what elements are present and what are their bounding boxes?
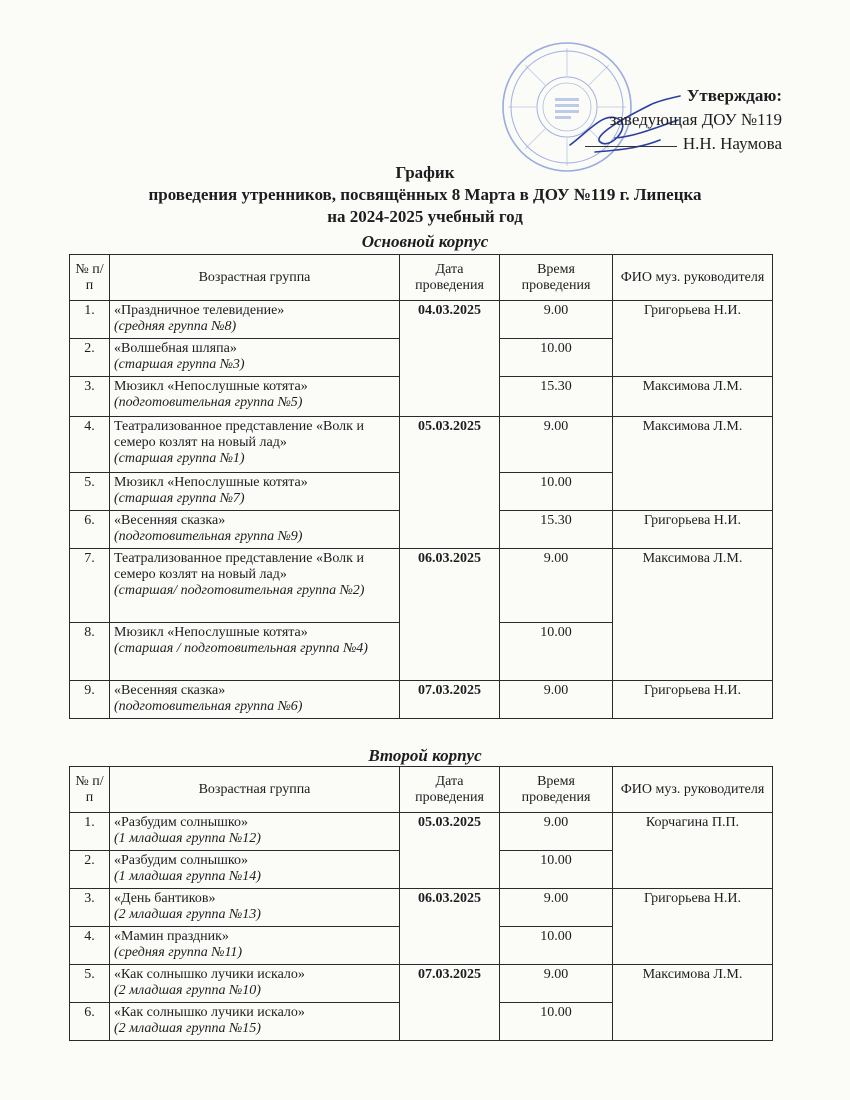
table-row — [70, 549, 773, 623]
approval-name-line — [585, 132, 782, 156]
director-cell: Григорьева Н.И. — [613, 301, 773, 377]
group-name: (2 младшая группа №10) — [114, 983, 261, 998]
group-cell — [110, 377, 400, 417]
row-number: 8. — [70, 623, 110, 681]
date-cell: 05.03.2025 — [400, 813, 500, 889]
date-cell: 06.03.2025 — [400, 549, 500, 681]
group-name: (старшая / подготовительная группа №4) — [114, 641, 368, 656]
group-name: (подготовительная группа №9) — [114, 529, 303, 544]
table-header-row — [70, 255, 773, 301]
group-name: (1 младшая группа №14) — [114, 869, 261, 884]
time-cell: 15.30 — [500, 511, 613, 549]
group-cell — [110, 473, 400, 511]
group-cell — [110, 417, 400, 473]
time-cell: 10.00 — [500, 851, 613, 889]
event-name: «Волшебная шляпа» — [114, 341, 237, 356]
table-row — [70, 681, 773, 719]
group-cell — [110, 965, 400, 1003]
event-name: «Мамин праздник» — [114, 929, 229, 944]
time-cell: 9.00 — [500, 417, 613, 473]
header-date: Дата проведения — [400, 767, 500, 813]
row-number: 5. — [70, 473, 110, 511]
time-cell: 10.00 — [500, 623, 613, 681]
row-number: 2. — [70, 339, 110, 377]
group-cell — [110, 339, 400, 377]
row-number: 6. — [70, 1003, 110, 1041]
header-group: Возрастная группа — [110, 255, 400, 301]
event-name: «Разбудим солнышко» — [114, 853, 248, 868]
row-number: 7. — [70, 549, 110, 623]
event-name: Мюзикл «Непослушные котята» — [114, 379, 308, 394]
group-cell — [110, 813, 400, 851]
director-cell: Максимова Л.М. — [613, 417, 773, 511]
time-cell: 9.00 — [500, 301, 613, 339]
group-name: (средняя группа №8) — [114, 319, 237, 334]
date-cell: 04.03.2025 — [400, 301, 500, 417]
header-num: № п/п — [70, 767, 110, 813]
row-number: 6. — [70, 511, 110, 549]
row-number: 3. — [70, 377, 110, 417]
table-row — [70, 301, 773, 339]
group-cell — [110, 681, 400, 719]
date-cell: 07.03.2025 — [400, 965, 500, 1041]
director-cell: Максимова Л.М. — [613, 965, 773, 1041]
group-cell — [110, 927, 400, 965]
document-heading — [0, 162, 850, 228]
approval-position: заведующая ДОУ №119 — [609, 110, 782, 129]
director-cell: Максимова Л.М. — [613, 549, 773, 681]
main-building-schedule-table — [69, 254, 773, 719]
event-name: Мюзикл «Непослушные котята» — [114, 475, 308, 490]
table-row — [70, 965, 773, 1003]
event-name: Мюзикл «Непослушные котята» — [114, 625, 308, 640]
date-cell: 07.03.2025 — [400, 681, 500, 719]
director-cell: Григорьева Н.И. — [613, 511, 773, 549]
time-cell: 10.00 — [500, 927, 613, 965]
group-cell — [110, 889, 400, 927]
time-cell: 15.30 — [500, 377, 613, 417]
table-header-row — [70, 767, 773, 813]
row-number: 2. — [70, 851, 110, 889]
time-cell: 10.00 — [500, 339, 613, 377]
header-time: Время проведения — [500, 255, 613, 301]
table-row — [70, 813, 773, 851]
table-row — [70, 417, 773, 473]
group-name: (2 младшая группа №13) — [114, 907, 261, 922]
signature-line — [585, 146, 677, 147]
group-name: (1 младшая группа №12) — [114, 831, 261, 846]
table-row — [70, 889, 773, 927]
group-cell — [110, 1003, 400, 1041]
group-cell — [110, 511, 400, 549]
group-name: (старшая группа №1) — [114, 451, 245, 466]
group-cell — [110, 623, 400, 681]
director-cell: Корчагина П.П. — [613, 813, 773, 889]
row-number: 3. — [70, 889, 110, 927]
date-cell: 05.03.2025 — [400, 417, 500, 549]
row-number: 1. — [70, 813, 110, 851]
time-cell: 9.00 — [500, 889, 613, 927]
event-name: Театрализованное представление «Волк и семеро козлят на новый лад» — [114, 551, 364, 582]
time-cell: 9.00 — [500, 681, 613, 719]
event-name: Театрализованное представление «Волк и семеро козлят на новый лад» — [114, 419, 364, 450]
row-number: 5. — [70, 965, 110, 1003]
director-cell: Григорьева Н.И. — [613, 889, 773, 965]
header-group: Возрастная группа — [110, 767, 400, 813]
header-director: ФИО муз. руководителя — [613, 255, 773, 301]
time-cell: 9.00 — [500, 965, 613, 1003]
header-director: ФИО муз. руководителя — [613, 767, 773, 813]
director-cell: Максимова Л.М. — [613, 377, 773, 417]
group-name: (2 младшая группа №15) — [114, 1021, 261, 1036]
group-cell — [110, 851, 400, 889]
group-name: (подготовительная группа №6) — [114, 699, 303, 714]
time-cell: 9.00 — [500, 813, 613, 851]
header-date: Дата проведения — [400, 255, 500, 301]
header-num: № п/п — [70, 255, 110, 301]
heading-line-2: проведения утренников, посвящённых 8 Марта в ДОУ №119 г. Липецка — [148, 185, 702, 204]
second-building-schedule-table — [69, 766, 773, 1041]
approval-name: Н.Н. Наумова — [682, 134, 782, 153]
row-number: 9. — [70, 681, 110, 719]
group-cell — [110, 301, 400, 339]
group-cell — [110, 549, 400, 623]
event-name: «Весенняя сказка» — [114, 683, 226, 698]
approval-title: Утверждаю: — [686, 86, 782, 105]
group-name: (подготовительная группа №5) — [114, 395, 303, 410]
time-cell: 10.00 — [500, 473, 613, 511]
group-name: (старшая группа №3) — [114, 357, 245, 372]
time-cell: 9.00 — [500, 549, 613, 623]
heading-line-1: График — [395, 163, 455, 182]
event-name: «Разбудим солнышко» — [114, 815, 248, 830]
event-name: «День бантиков» — [114, 891, 216, 906]
main-building-title: Основной корпус — [361, 232, 489, 251]
header-time: Время проведения — [500, 767, 613, 813]
event-name: «Как солнышко лучики искало» — [114, 967, 305, 982]
heading-line-3: на 2024-2025 учебный год — [327, 207, 523, 226]
group-name: (старшая/ подготовительная группа №2) — [114, 583, 365, 598]
director-cell: Григорьева Н.И. — [613, 681, 773, 719]
date-cell: 06.03.2025 — [400, 889, 500, 965]
time-cell: 10.00 — [500, 1003, 613, 1041]
approval-block — [585, 84, 782, 156]
row-number: 4. — [70, 417, 110, 473]
group-name: (старшая группа №7) — [114, 491, 245, 506]
event-name: «Весенняя сказка» — [114, 513, 226, 528]
row-number: 4. — [70, 927, 110, 965]
row-number: 1. — [70, 301, 110, 339]
event-name: «Как солнышко лучики искало» — [114, 1005, 305, 1020]
second-building-title: Второй корпус — [368, 746, 482, 765]
event-name: «Праздничное телевидение» — [114, 303, 285, 318]
group-name: (средняя группа №11) — [114, 945, 243, 960]
